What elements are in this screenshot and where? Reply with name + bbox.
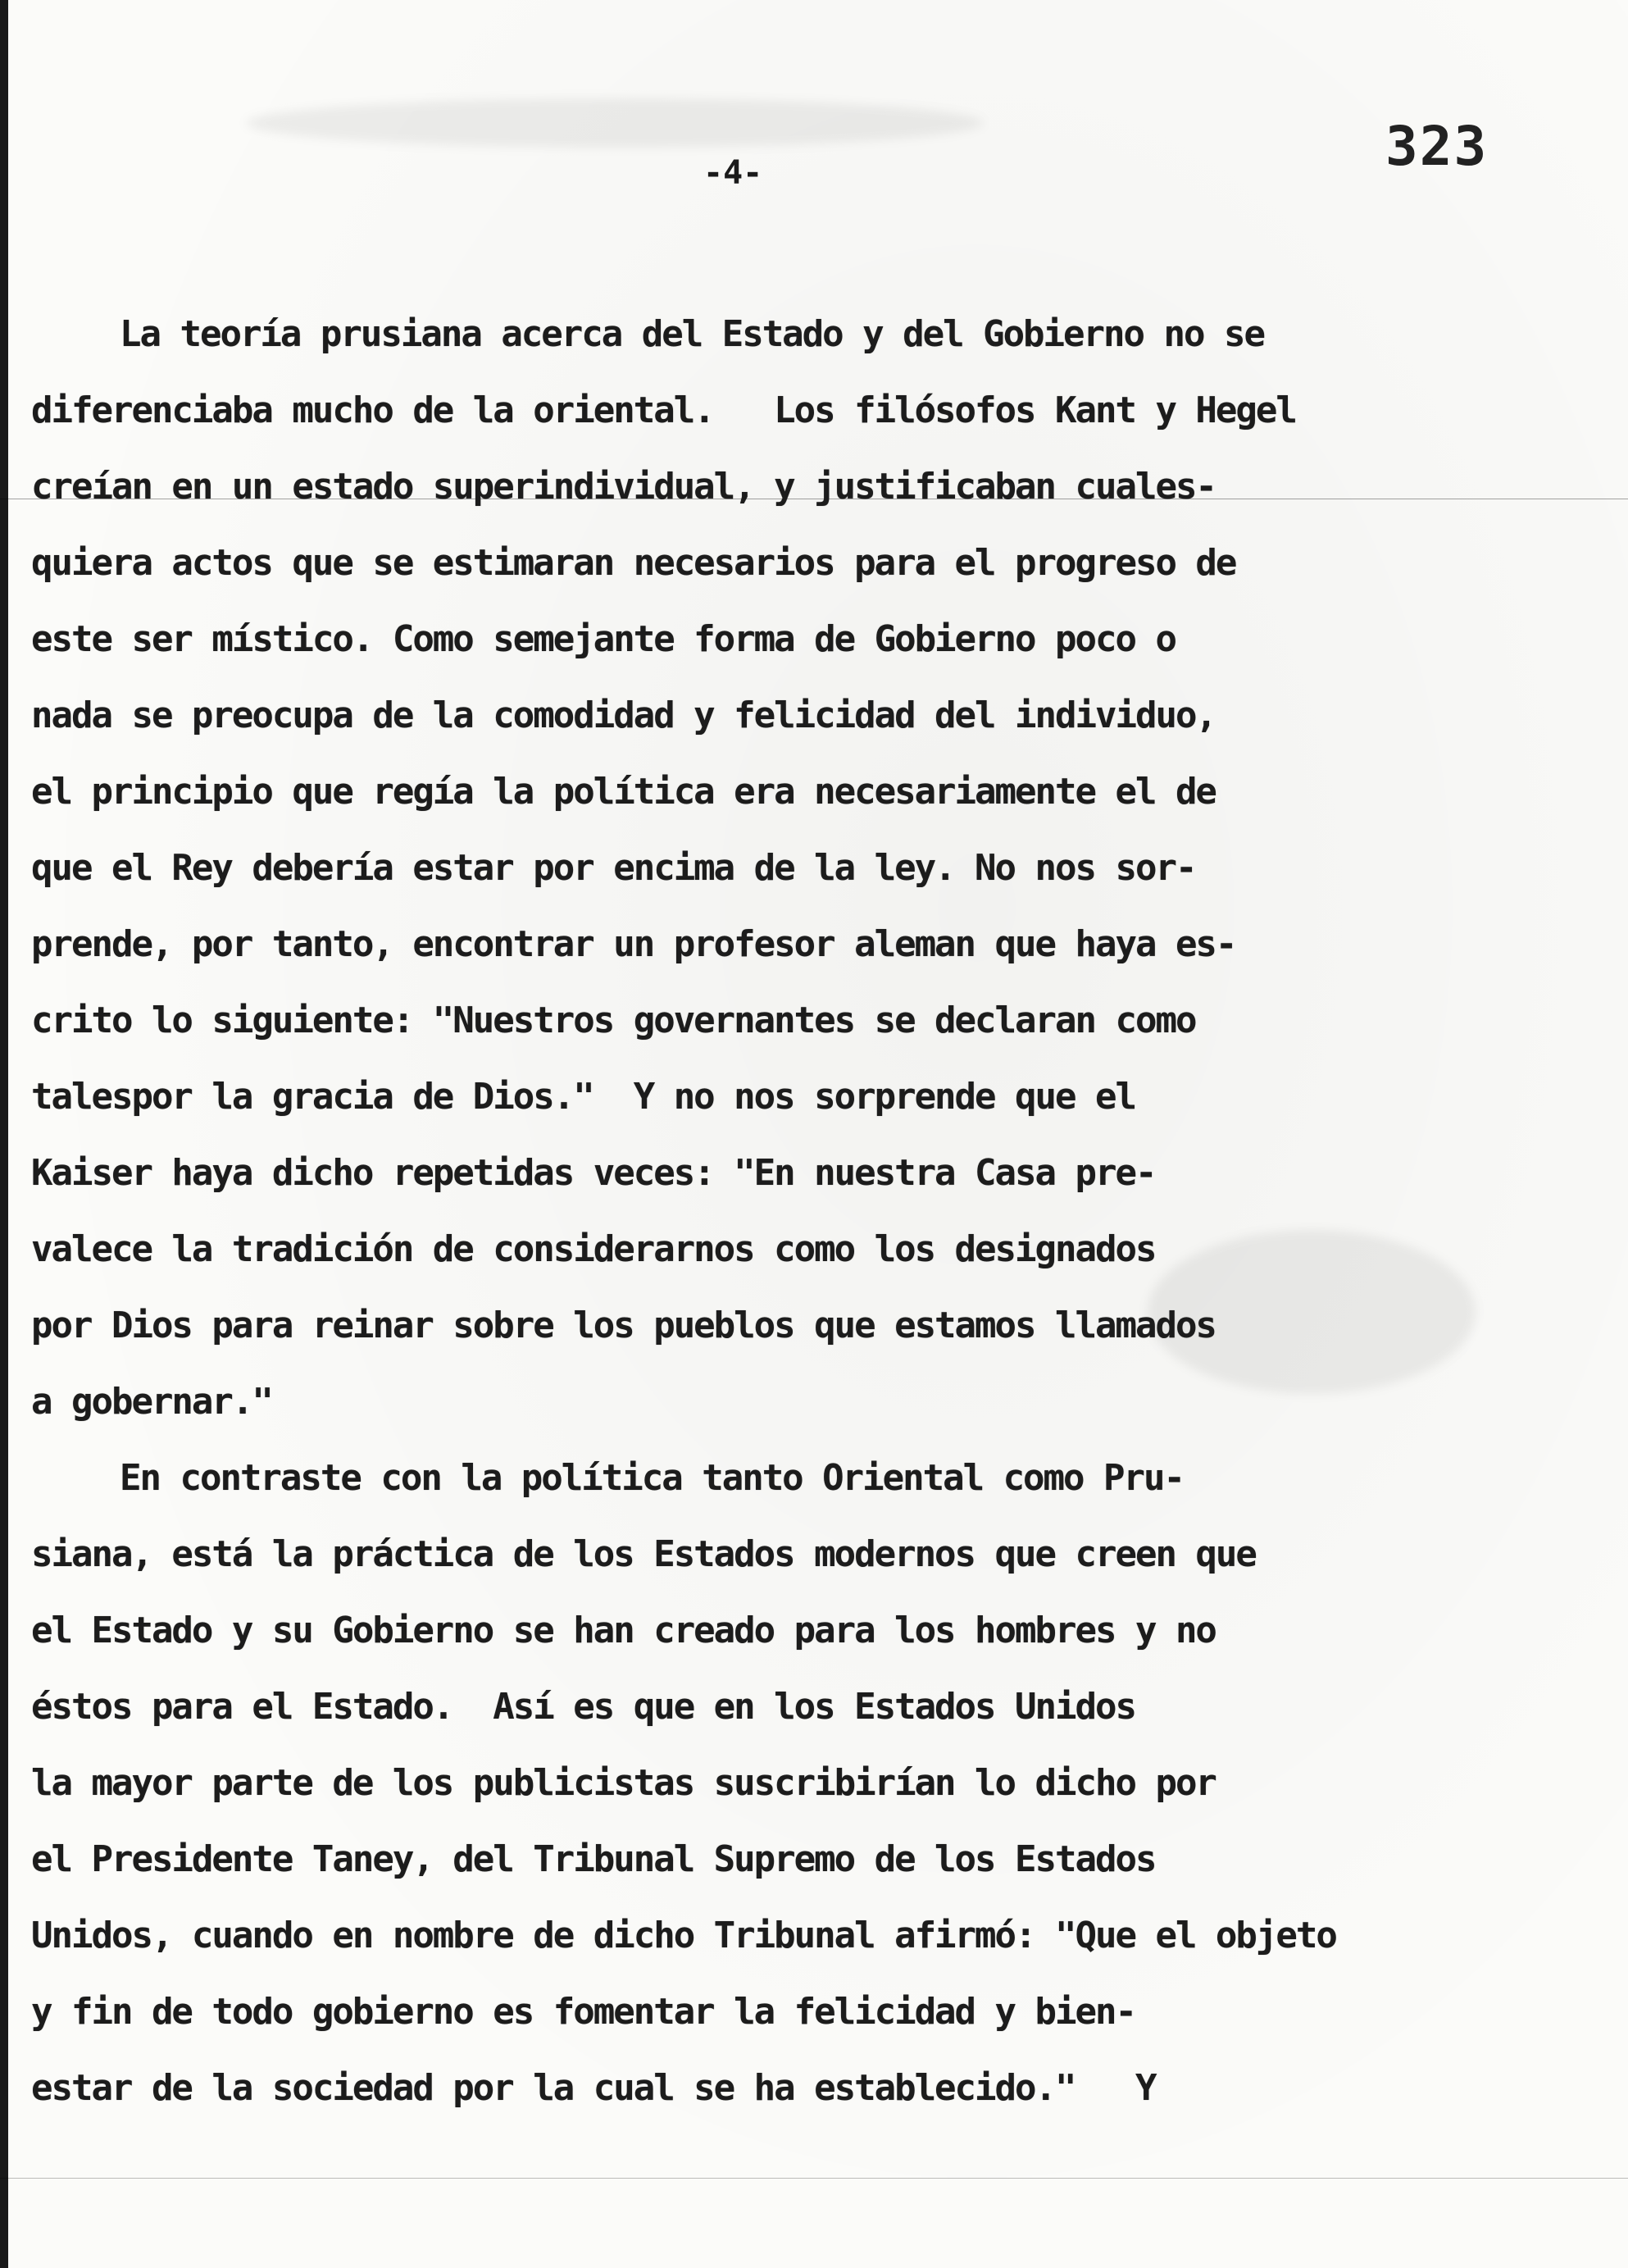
text-line: creían en un estado superindividual, y justificaban cuales-: [31, 466, 1216, 508]
text-line: En contraste con la política tanto Oriental como Pru-: [120, 1457, 1184, 1499]
text-line: nada se preocupa de la comodidad y felicidad del individuo,: [31, 695, 1216, 736]
archive-page-stamp: 323: [1385, 115, 1489, 178]
text-line: valece la tradición de considerarnos como los designados: [31, 1228, 1156, 1270]
text-line: el principio que regía la política era necesariamente el de: [31, 771, 1216, 813]
scan-smudge: [246, 98, 984, 148]
text-line: Kaiser haya dicho repetidas veces: "En nuestra Casa pre-: [31, 1152, 1156, 1194]
text-line: diferenciaba mucho de la oriental. Los filósofos Kant y Hegel: [31, 389, 1296, 431]
text-line: quiera actos que se estimaran necesarios para el progreso de: [31, 542, 1236, 584]
scan-line: [0, 2178, 1628, 2179]
text-line: crito lo siguiente: "Nuestros governantes se declaran como: [31, 1000, 1196, 1041]
text-line: talespor la gracia de Dios." Y no nos sorprende que el: [31, 1076, 1135, 1118]
text-line: la mayor parte de los publicistas suscribirían lo dicho por: [31, 1762, 1216, 1804]
text-line: siana, está la práctica de los Estados modernos que creen que: [31, 1533, 1256, 1575]
text-line: y fin de todo gobierno es fomentar la felicidad y bien-: [31, 1991, 1135, 2033]
text-line: Unidos, cuando en nombre de dicho Tribunal afirmó: "Que el objeto: [31, 1915, 1336, 1956]
text-line: prende, por tanto, encontrar un profesor aleman que haya es-: [31, 923, 1236, 965]
text-line: La teoría prusiana acerca del Estado y del Gobierno no se: [120, 313, 1264, 355]
text-line: estar de la sociedad por la cual se ha establecido." Y: [31, 2067, 1156, 2109]
text-line: por Dios para reinar sobre los pueblos que estamos llamados: [31, 1305, 1216, 1346]
scan-left-edge: [0, 0, 8, 2268]
text-line: este ser místico. Como semejante forma de Gobierno poco o: [31, 618, 1176, 660]
text-line: a gobernar.": [31, 1381, 272, 1423]
text-line: el Estado y su Gobierno se han creado para los hombres y no: [31, 1610, 1216, 1651]
text-line: el Presidente Taney, del Tribunal Supremo de los Estados: [31, 1838, 1156, 1880]
text-line: éstos para el Estado. Así es que en los Estados Unidos: [31, 1686, 1135, 1728]
page-number: -4-: [703, 154, 763, 192]
text-line: que el Rey debería estar por encima de la ley. No nos sor-: [31, 847, 1196, 889]
